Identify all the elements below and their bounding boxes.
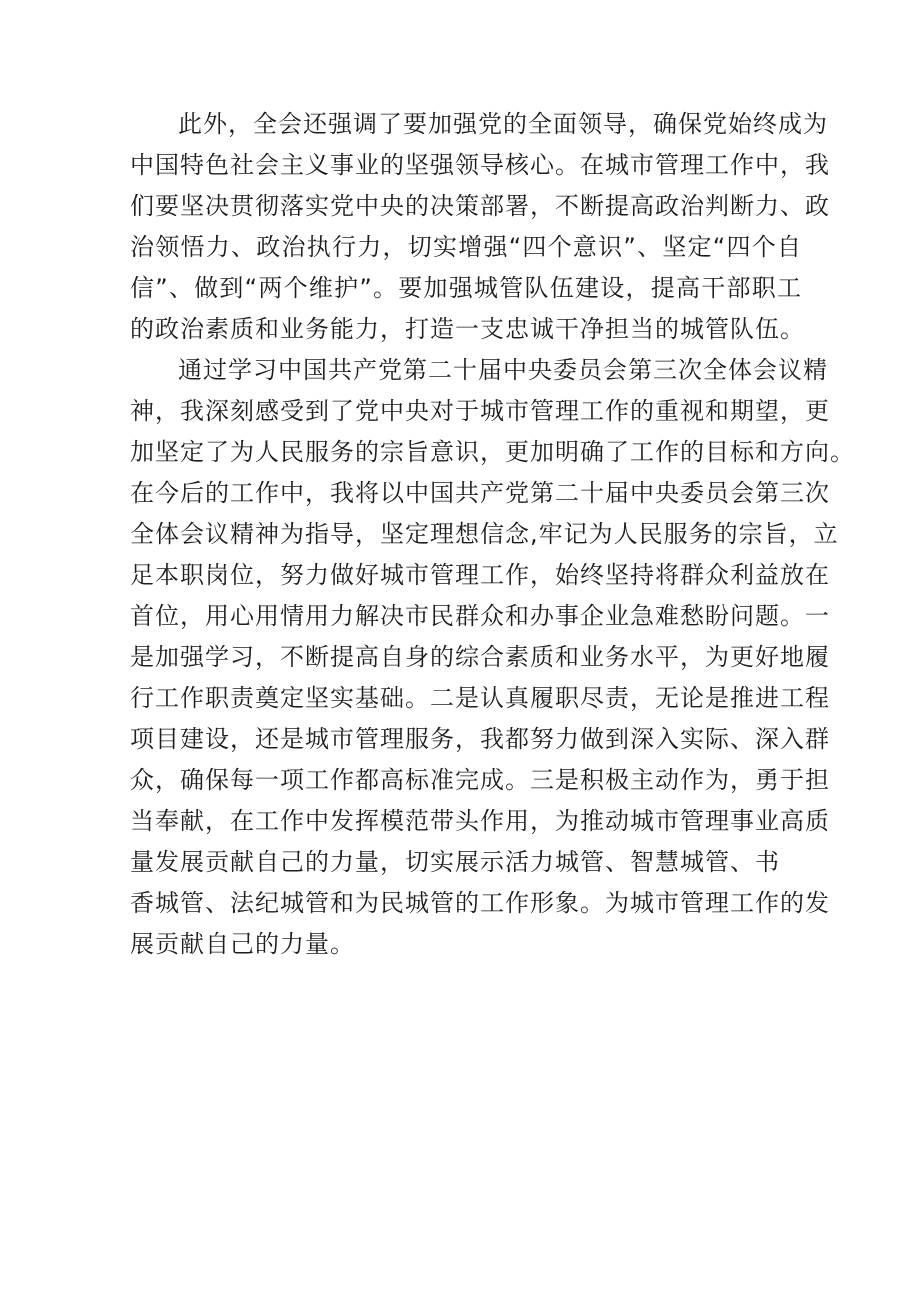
text-line: 量发展贡献自己的力量，切实展示活力城管、智慧城管、书 [130, 848, 780, 876]
text-line: 行工作职责奠定坚实基础。二是认真履职尽责，无论是推进工程 [130, 684, 830, 712]
text-line: 全体会议精神为指导，坚定理想信念,牢记为人民服务的宗旨，立 [130, 520, 839, 548]
text-line: 神，我深刻感受到了党中央对于城市管理工作的重视和期望，更 [130, 397, 830, 425]
text-line: 在今后的工作中，我将以中国共产党第二十届中央委员会第三次 [130, 479, 830, 507]
text-line: 们要坚决贯彻落实党中央的决策部署，不断提高政治判断力、政 [130, 192, 830, 220]
text-line: 首位，用心用情用力解决市民群众和办事企业急难愁盼问题。一 [130, 602, 830, 630]
text-line: 治领悟力、政治执行力，切实增强“四个意识”、坚定“四个自 [130, 233, 802, 261]
text-line: 是加强学习，不断提高自身的综合素质和业务水平，为更好地履 [130, 643, 830, 671]
text-line: 香城管、法纪城管和为民城管的工作形象。为城市管理工作的发 [130, 889, 830, 917]
text-line: 当奉献，在工作中发挥模范带头作用，为推动城市管理事业高质 [130, 807, 830, 835]
text-line: 中国特色社会主义事业的坚强领导核心。在城市管理工作中，我 [130, 151, 830, 179]
document-body [130, 104, 855, 965]
paragraph-1 [130, 104, 830, 350]
text-line: 足本职岗位，努力做好城市管理工作，始终坚持将群众利益放在 [130, 561, 830, 589]
paragraph-2 [130, 350, 855, 965]
text-line: 信”、做到“两个维护”。要加强城管队伍建设，提高干部职工 [130, 274, 802, 302]
text-line: 此外，全会还强调了要加强党的全面领导，确保党始终成为 [178, 110, 828, 138]
text-line: 众，确保每一项工作都高标准完成。三是积极主动作为，勇于担 [130, 766, 830, 794]
text-line: 项目建设，还是城市管理服务，我都努力做到深入实际、深入群 [130, 725, 830, 753]
text-line: 通过学习中国共产党第二十届中央委员会第三次全体会议精 [178, 356, 828, 384]
text-line: 加坚定了为人民服务的宗旨意识，更加明确了工作的目标和方向。 [130, 438, 855, 466]
text-line: 的政治素质和业务能力，打造一支忠诚干净担当的城管队伍。 [130, 315, 805, 343]
text-line: 展贡献自己的力量。 [130, 930, 355, 958]
